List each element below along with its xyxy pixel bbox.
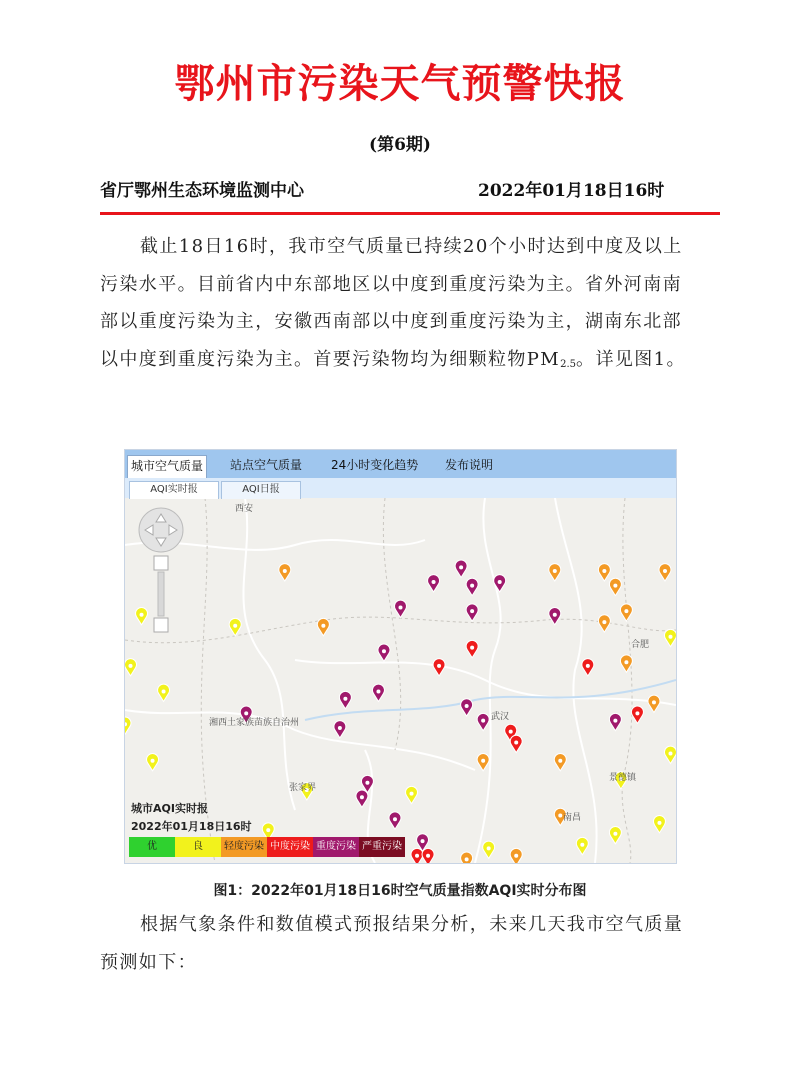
aqi-marker-dot — [668, 635, 672, 639]
aqi-marker-dot — [162, 689, 166, 693]
paragraph-forecast — [100, 906, 700, 981]
aqi-marker-dot — [465, 704, 469, 708]
aqi-marker-dot — [613, 719, 617, 723]
aqi-marker-dot — [514, 741, 518, 745]
aqi-marker-dot — [558, 759, 562, 763]
aqi-marker-dot — [140, 613, 144, 617]
aqi-marker-dot — [487, 846, 491, 850]
aqi-legend — [129, 837, 405, 857]
tab-24h-trend[interactable]: 24小时变化趋势 — [331, 458, 419, 472]
aqi-marker-dot — [410, 792, 414, 796]
map-subtab-bar — [125, 478, 676, 498]
aqi-marker-dot — [470, 584, 474, 588]
tab-release-notes[interactable]: 发布说明 — [445, 458, 494, 472]
aqi-marker-dot — [558, 814, 562, 818]
aqi-marker-dot — [602, 620, 606, 624]
legend-title: 城市AQI实时报 — [131, 802, 208, 815]
aqi-marker-dot — [635, 711, 639, 715]
aqi-marker-dot — [580, 843, 584, 847]
aqi-marker-dot — [151, 759, 155, 763]
aqi-marker-dot — [415, 854, 419, 858]
place-label: 合肥 — [631, 640, 650, 650]
aqi-marker-dot — [602, 569, 606, 573]
aqi-marker-dot — [586, 664, 590, 668]
aqi-marker-dot — [321, 624, 325, 628]
legend-moderate: 良 — [175, 837, 221, 857]
aqi-marker-dot — [470, 646, 474, 650]
aqi-marker-dot — [465, 857, 469, 861]
aqi-marker-dot — [343, 697, 347, 701]
tab-station-air-quality[interactable]: 站点空气质量 — [230, 458, 303, 472]
aqi-marker-dot — [129, 664, 133, 668]
aqi-marker-dot — [652, 700, 656, 704]
aqi-marker-dot — [657, 821, 661, 825]
aqi-marker-dot — [399, 606, 403, 610]
legend-good: 优 — [129, 837, 175, 857]
place-label: 西安 — [235, 504, 254, 514]
map-tab-bar — [125, 450, 676, 478]
legend-severe-pollution: 严重污染 — [359, 837, 405, 857]
legend-heavy-pollution: 重度污染 — [313, 837, 359, 857]
tab-city-air-quality[interactable]: 城市空气质量 — [127, 455, 207, 478]
aqi-marker-dot — [481, 719, 485, 723]
place-label: 张家界 — [289, 783, 317, 793]
figure-caption: 图1：2022年01月18日16时空气质量指数AQI实时分布图 — [213, 883, 587, 899]
aqi-marker-dot — [553, 569, 557, 573]
aqi-marker-dot — [376, 689, 380, 693]
aqi-marker-dot — [613, 584, 617, 588]
issue-number: (第6期) — [369, 135, 431, 155]
place-label: 景德镇 — [609, 773, 637, 783]
aqi-marker-dot — [283, 569, 287, 573]
aqi-marker-dot — [624, 660, 628, 664]
place-label: 湘西土家族苗族自治州 — [209, 718, 300, 728]
aqi-marker-dot — [668, 752, 672, 756]
aqi-marker-dot — [553, 613, 557, 617]
aqi-marker-dot — [393, 817, 397, 821]
report-title: 鄂州市污染天气预警快报 — [174, 60, 626, 107]
paragraph-status-suffix: 。详见图1。 — [576, 348, 686, 370]
organization: 省厅鄂州生态环境监测中心 — [100, 181, 304, 201]
report-date: 2022年01月18日16时 — [478, 181, 665, 201]
aqi-marker-dot — [338, 726, 342, 730]
aqi-marker-dot — [470, 609, 474, 613]
aqi-marker-dot — [498, 580, 502, 584]
subtab-aqi-daily[interactable]: AQI日报 — [221, 481, 301, 499]
aqi-marker-dot — [624, 609, 628, 613]
aqi-marker-dot — [382, 649, 386, 653]
aqi-marker-dot — [509, 730, 513, 734]
paragraph-status — [100, 228, 700, 383]
aqi-marker-dot — [432, 580, 436, 584]
subtab-aqi-realtime[interactable]: AQI实时报 — [129, 481, 219, 499]
aqi-marker-dot — [514, 854, 518, 858]
legend-time: 2022年01月18日16时 — [131, 820, 252, 833]
title-divider — [100, 212, 720, 215]
place-label: 南昌 — [563, 813, 582, 823]
pm-subscript: 2.5 — [560, 358, 577, 370]
aqi-marker-dot — [459, 565, 463, 569]
legend-light-pollution: 轻度污染 — [221, 837, 267, 857]
paragraph-forecast-text: 根据气象条件和数值模式预报结果分析，未来几天我市空气质量预测如下： — [100, 914, 684, 973]
aqi-marker-dot — [266, 828, 270, 832]
legend-medium-pollution: 中度污染 — [267, 837, 313, 857]
aqi-marker-dot — [426, 854, 430, 858]
aqi-marker-dot — [437, 664, 441, 668]
aqi-marker-dot — [360, 795, 364, 799]
place-label: 武汉 — [491, 712, 510, 722]
aqi-marker-dot — [481, 759, 485, 763]
aqi-map[interactable] — [124, 449, 677, 864]
aqi-marker-dot — [233, 624, 237, 628]
aqi-marker-dot — [421, 839, 425, 843]
aqi-marker-dot — [663, 569, 667, 573]
paragraph-status-text: 截止18日16时，我市空气质量已持续20个小时达到中度及以上污染水平。目前省内中东部地区以中度到重度污染为主。省外河南南部以重度污染为主，安徽西南部以中度到重度污染为主，湖南东北部以中度到重度污染为主。首要污染物均为细颗粒物PM — [100, 236, 683, 370]
aqi-marker-dot — [365, 781, 369, 785]
aqi-marker-dot — [613, 832, 617, 836]
